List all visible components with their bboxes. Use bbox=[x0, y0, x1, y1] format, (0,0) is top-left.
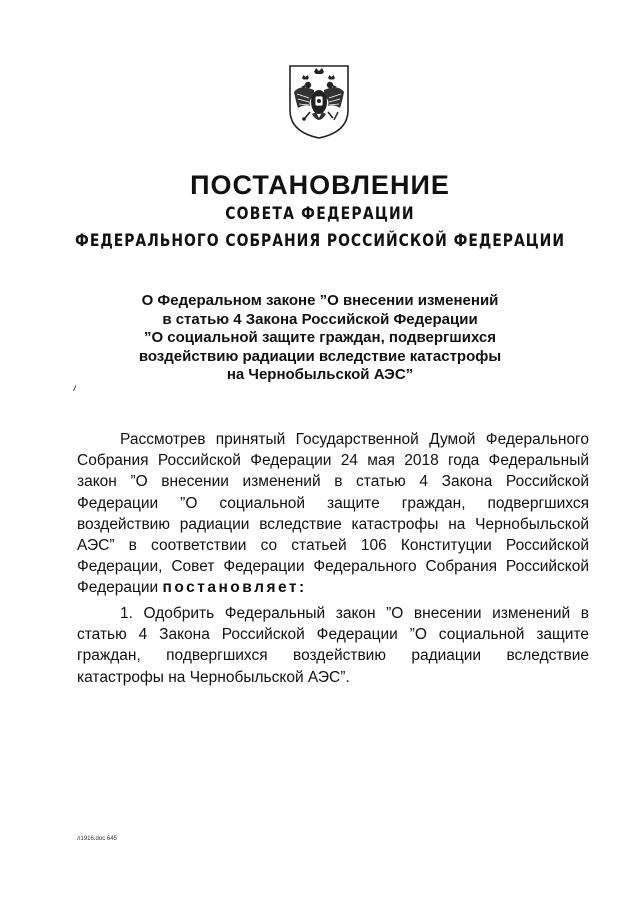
subject-line-4: воздействию радиации вследствие катастрофы bbox=[138, 347, 502, 365]
issuer-line-1: СОВЕТА ФЕДЕРАЦИИ bbox=[225, 204, 415, 224]
issuer-line-2: ФЕДЕРАЛЬНОГО СОБРАНИЯ РОССИЙСКОЙ ФЕДЕРАЦИИ bbox=[75, 231, 565, 251]
document-title: ПОСТАНОВЛЕНИЕ bbox=[190, 170, 450, 200]
file-reference: л1916.doc 645 bbox=[77, 836, 117, 842]
preamble-paragraph bbox=[77, 429, 589, 599]
stray-mark bbox=[73, 385, 80, 393]
resolves-keyword: постановляет: bbox=[162, 579, 307, 597]
preamble-text: Рассмотрев принятый Государственной Думой Федерального Собрания Российской Федерации 24 мая 2018 года Федеральный закон ”О внесении изменений в статью 4 Закона Российской Федерации ”О социальной защите граждан, подвергшихся воздействию радиации вследствие катастрофы на Чернобыльской АЭС” в соответствии со статьей 106 Конституции Российской Федерации, Совет Федерации Федерального Собрания Российской Федерации bbox=[77, 431, 589, 597]
subject-line-1: О Федеральном законе ”О внесении изменений bbox=[141, 292, 499, 309]
resolution-item-1: 1. Одобрить Федеральный закон ”О внесении изменений в статью 4 Закона Российской Федерации ”О социальной защите граждан, подвергшихся воздействию радиации вследствие катастрофы на Чернобыльской АЭС”. bbox=[77, 605, 589, 686]
subject-line-5: на Чернобыльской АЭС” bbox=[226, 366, 414, 383]
document-subject bbox=[80, 292, 560, 385]
subject-line-2: в статью 4 Закона Российской Федерации bbox=[162, 310, 478, 328]
subject-line-3: ”О социальной защите граждан, подвергшихся bbox=[143, 329, 497, 346]
russian-double-headed-eagle-icon bbox=[284, 62, 354, 140]
